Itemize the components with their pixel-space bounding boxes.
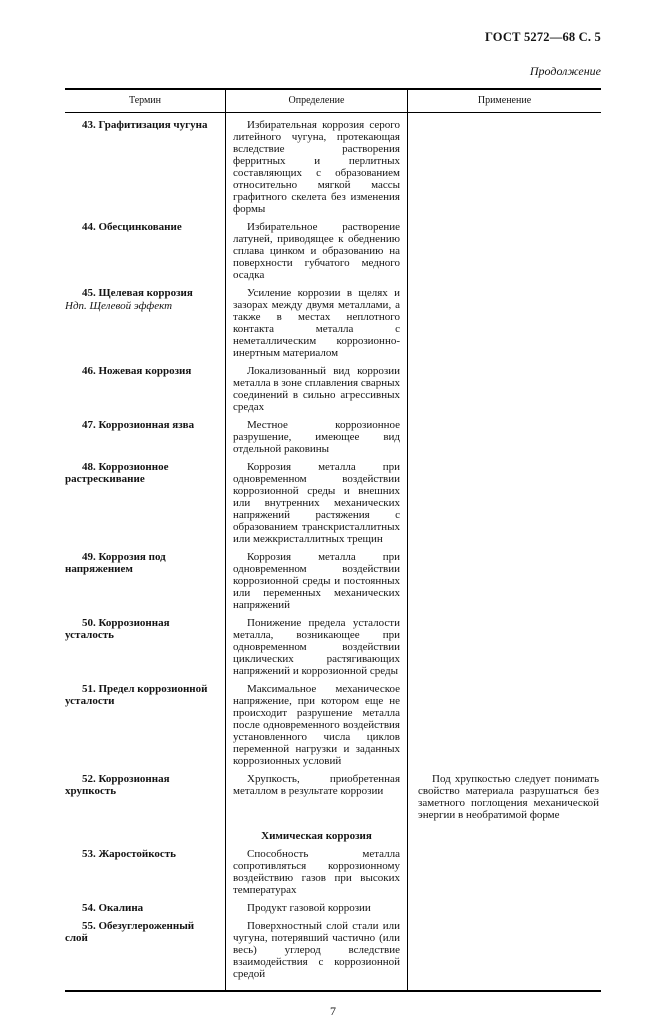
definition-text: Местное коррозионное разрушение, имеющее вид отдельной раковины <box>233 419 400 455</box>
term-cell <box>65 767 225 821</box>
application-cell <box>408 821 601 842</box>
definition-cell <box>225 113 408 215</box>
column-header-application: Применение <box>477 95 532 106</box>
table-row <box>65 455 601 545</box>
page-number: 7 <box>330 1004 336 1018</box>
table-row <box>65 413 601 455</box>
section-row <box>65 821 601 842</box>
definition-cell <box>225 359 408 413</box>
term-cell <box>65 113 225 215</box>
term-text: 47. Коррозионная язва <box>82 419 195 431</box>
term-text: 53. Жаростойкость <box>82 848 176 860</box>
application-text: Под хрупкостью следует понимать свойство материала разрушаться без заметного поглощения механической энергии в необратимой форме <box>418 773 599 821</box>
term-text: 50. Коррозионная усталость <box>65 617 170 641</box>
application-cell <box>408 281 601 359</box>
definition-cell <box>225 842 408 896</box>
term-cell <box>65 413 225 455</box>
term-cell <box>65 842 225 896</box>
table-row <box>65 281 601 359</box>
definition-text: Усиление коррозии в щелях и зазорах между двумя металлами, а также в местах неплотного контакта металла с неметаллическим коррозионно-инертным материалом <box>233 287 400 359</box>
column-header-term: Термин <box>128 95 162 106</box>
term-cell <box>65 455 225 545</box>
application-cell <box>408 359 601 413</box>
definition-text: Хрупкость, приобретенная металлом в результате коррозии <box>233 773 400 797</box>
definition-cell <box>225 821 408 842</box>
term-text: 45. Щелевая коррозия <box>82 287 193 299</box>
definition-text: Максимальное механическое напряжение, при котором еще не происходит разрушение металла после одновременного воздействия установленного числа циклов переменной нагрузки и заданных коррозионных условий <box>233 683 400 767</box>
application-cell <box>408 545 601 611</box>
term-text: 49. Коррозия под напряжением <box>65 551 166 575</box>
term-cell <box>65 215 225 281</box>
application-cell <box>408 842 601 896</box>
term-cell <box>65 281 225 359</box>
definition-cell <box>225 545 408 611</box>
table-row <box>65 677 601 767</box>
term-text: 43. Графитизация чугуна <box>82 119 208 131</box>
definition-text: Избирательная коррозия серого литейного чугуна, протекающая вследствие растворения ферритных и перлитных составляющих с образованием относительно мягкой массы графитного скелета без изменения формы <box>233 119 400 215</box>
definition-cell <box>225 767 408 821</box>
definition-text: Поверхностный слой стали или чугуна, потерявший частично (или весь) углерод вследствие взаимодействия с коррозионной средой <box>233 920 400 980</box>
definition-text: Способность металла сопротивляться коррозионному воздействию газов при высоких температурах <box>233 848 400 896</box>
term-note: Ндп. Щелевой эффект <box>65 300 173 312</box>
table-row <box>65 842 601 896</box>
application-cell <box>408 455 601 545</box>
term-text: 55. Обезуглероженный слой <box>65 920 195 944</box>
term-cell <box>65 896 225 914</box>
application-cell <box>408 677 601 767</box>
definition-text: Коррозия металла при одновременном воздействии коррозионной среды и внешних или внутренних механических напряжений растяжения с образованием транскристаллитных или межкристаллитных трещин <box>233 461 400 545</box>
application-cell <box>408 767 601 821</box>
term-cell <box>65 359 225 413</box>
term-cell <box>65 914 225 990</box>
application-cell <box>408 896 601 914</box>
table-row <box>65 359 601 413</box>
definition-cell <box>225 611 408 677</box>
doc-reference: ГОСТ 5272—68 С. 5 <box>484 30 601 44</box>
definition-cell <box>225 896 408 914</box>
table-row <box>65 545 601 611</box>
terms-table <box>65 88 601 992</box>
term-text: 52. Коррозионная хрупкость <box>65 773 170 797</box>
table-row <box>65 215 601 281</box>
definition-cell <box>225 677 408 767</box>
table-row <box>65 896 601 914</box>
definition-cell <box>225 914 408 990</box>
definition-text: Избирательное растворение латуней, приводящее к обеднению сплава цинком и образованию на поверхности губчатого медного осадка <box>233 221 400 281</box>
table-row <box>65 914 601 990</box>
term-cell <box>65 611 225 677</box>
term-cell <box>65 677 225 767</box>
table-header-row <box>65 90 601 113</box>
table-row <box>65 767 601 821</box>
term-text: 48. Коррозионное растрескивание <box>65 461 169 485</box>
definition-cell <box>225 455 408 545</box>
section-title: Химическая коррозия <box>261 830 372 842</box>
definition-cell <box>225 413 408 455</box>
definition-cell <box>225 281 408 359</box>
table-row <box>65 113 601 215</box>
application-cell <box>408 113 601 215</box>
table-row <box>65 611 601 677</box>
term-cell <box>65 545 225 611</box>
continuation-label: Продолжение <box>529 64 601 78</box>
application-cell <box>408 215 601 281</box>
term-text: 54. Окалина <box>82 902 144 914</box>
definition-text: Локализованный вид коррозии металла в зоне сплавления сварных соединений в сильно агрессивных средах <box>233 365 400 413</box>
definition-text: Понижение предела усталости металла, возникающее при одновременном воздействии циклических растягивающих напряжений и коррозионной среды <box>233 617 400 677</box>
term-text: 51. Предел коррозионной усталости <box>65 683 208 707</box>
term-text: 46. Ножевая коррозия <box>82 365 192 377</box>
definition-cell <box>225 215 408 281</box>
column-header-definition: Определение <box>225 90 408 112</box>
application-cell <box>408 914 601 990</box>
term-cell <box>65 821 225 842</box>
application-cell <box>408 413 601 455</box>
definition-text: Коррозия металла при одновременном воздействии коррозионной среды и постоянных или переменных механических напряжений <box>233 551 400 611</box>
definition-text: Продукт газовой коррозии <box>247 902 371 914</box>
term-text: 44. Обесцинкование <box>82 221 182 233</box>
application-cell <box>408 611 601 677</box>
table-body <box>65 113 601 990</box>
